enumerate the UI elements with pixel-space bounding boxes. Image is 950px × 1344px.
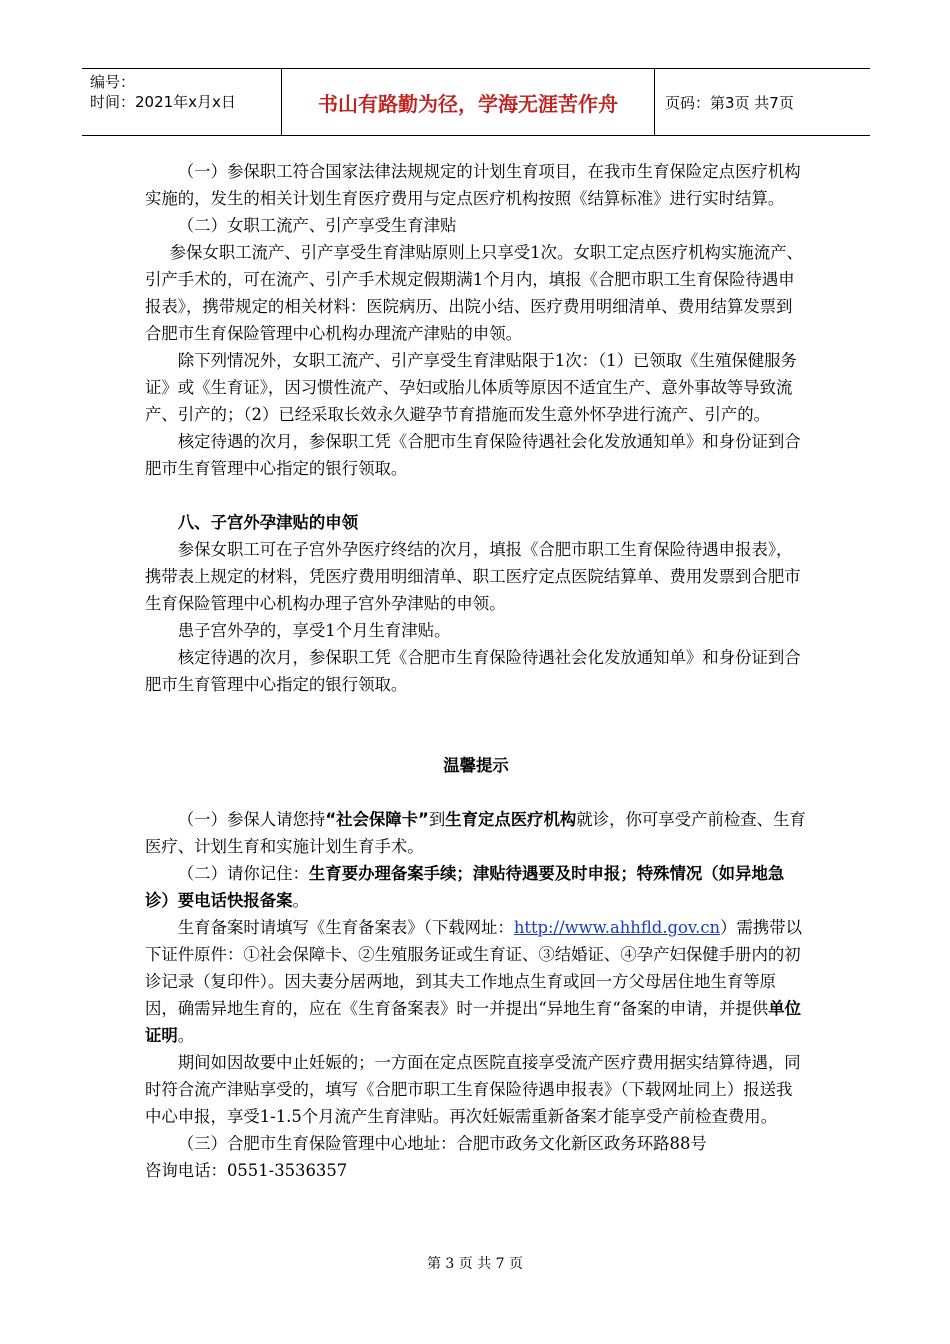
tip-bold-text: “社会保障卡” [325,810,429,829]
header-meta [82,69,282,135]
header-page-info: 页码：第3页 共7页 [665,93,794,112]
paragraph: 患子宫外孕的，享受1个月生育津贴。 [177,621,451,640]
tip-paragraph [145,860,807,914]
document-number-label: 编号： [90,73,136,91]
contact-phone: 咨询电话：0551-3536357 [145,1161,348,1180]
download-link[interactable]: http://www.ahhfld.gov.cn [513,918,721,937]
tip-bold-text: 单位证明 [145,999,801,1045]
tip-text: 到 [428,810,446,829]
tip-paragraph [145,914,807,1049]
paragraph: 核定待遇的次月，参保职工凭《合肥市生育保险待遇社会化发放通知单》和身份证到合肥市生育管理中心指定的银行领取。 [145,432,801,478]
tip-text: （一）参保人请您持 [177,810,326,829]
paragraph: 参保女职工流产、引产享受生育津贴原则上只享受1次。女职工定点医疗机构实施流产、引产手术的，可在流产、引产手术规定假期满1个月内，填报《合肥市职工生育保险待遇申报表》，携带规定的相关材料：医院病历、出院小结、医疗费用明细清单、费用结算发票到合肥市生育保险管理中心机构办理流产津贴的申领。 [145,243,803,343]
tip-text: 生育备案时请填写《生育备案表》（下载网址： [177,918,514,937]
tip-text: 就诊，你可享受产前检查、生育医疗、计划生育和实施计划生育手术。 [145,810,806,856]
paragraph: （二）女职工流产、引产享受生育津贴 [177,216,457,235]
tip-bold-text: 生育要办理备案手续；津贴待遇要及时申报；特殊情况（如异地急诊）要电话快报备案 [145,864,785,910]
tip-text: 。 [177,1026,195,1045]
paragraph: 核定待遇的次月，参保职工凭《合肥市生育保险待遇社会化发放通知单》和身份证到合肥市生育管理中心指定的银行领取。 [145,648,801,694]
paragraph: 参保女职工可在子宫外孕医疗终结的次月，填报《合肥市职工生育保险待遇申报表》，携带表上规定的材料，凭医疗费用明细清单、职工医疗定点医院结算单、费用发票到合肥市生育保险管理中心机构办理子宫外孕津贴的申领。 [145,540,801,613]
document-date-label: 时间：2021年x月x日 [90,93,236,111]
document-body [145,158,807,1184]
paragraph: （一）参保职工符合国家法律法规规定的计划生育项目，在我市生育保险定点医疗机构实施的，发生的相关计划生育医疗费用与定点医疗机构按照《结算标准》进行实时结算。 [145,162,801,208]
section-heading: 八、子宫外孕津贴的申领 [177,513,359,532]
tip-paragraph: 期间如因故要中止妊娠的；一方面在定点医院直接享受流产医疗费用据实结算待遇，同时符合流产津贴享受的，填写《合肥市职工生育保险待遇申报表》（下载网址同上）报送我中心申报，享受1-1.5个月流产生育津贴。再次妊娠需重新备案才能享受产前检查费用。 [145,1053,801,1126]
tip-bold-text: 生育定点医疗机构 [445,810,577,829]
tip-text: ）需携带以下证件原件：①社会保障卡、②生殖服务证或生育证、③结婚证、④孕产妇保健手册内的初诊记录（复印件）。因夫妻分居两地，到其夫工作地点生育或回一方父母居住地生育等原因，确需异地生育的，应在《生育备案表》时一并提出“异地生育“备案的申请，并提供 [145,918,803,1018]
header-motto: 书山有路勤为径，学海无涯苦作舟 [282,69,655,135]
page-header [82,68,870,136]
page-footer: 第 3 页 共 7 页 [426,1256,524,1272]
tip-paragraph [145,806,807,860]
tip-paragraph: （三）合肥市生育保险管理中心地址：合肥市政务文化新区政务环路88号 [177,1134,707,1153]
paragraph: 除下列情况外，女职工流产、引产享受生育津贴限于1次：（1）已领取《生殖保健服务证》或《生育证》，因习惯性流产、孕妇或胎儿体质等原因不适宜生产、意外事故等导致流产、引产的；（2）已经采取长效永久避孕节育措施而发生意外怀孕进行流产、引产的。 [145,351,797,424]
tip-text: （二）请你记住： [177,864,309,883]
tips-title: 温馨提示 [443,756,509,775]
tip-text: 。 [292,891,309,910]
